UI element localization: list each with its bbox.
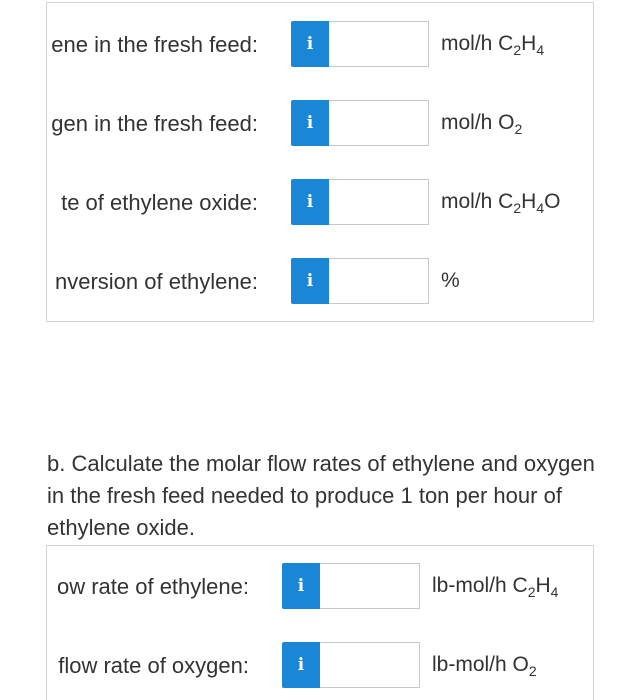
row-label: gen in the fresh feed: [51,111,258,136]
info-icon-button[interactable]: i [282,642,320,688]
answer-input[interactable] [329,179,429,225]
answer-row-oxygen-fresh-feed [0,100,642,148]
answer-row-ethylene-fresh-feed [0,21,642,69]
unit-label: mol/h $O_2$ [441,111,523,137]
row-label: flow rate of oxygen: [58,653,249,678]
question-b-text: b. Calculate the molar flow rates of ethylene and oxygen in the fresh feed needed to produce 1 ton per hour of ethylene oxide. [47,451,595,540]
answer-row-ethylene-oxide-rate [0,179,642,227]
row-label: nversion of ethylene: [54,269,258,294]
info-icon-button[interactable]: i [282,563,320,609]
answer-input[interactable] [320,563,420,609]
answer-input[interactable] [320,642,420,688]
answer-row-ethylene-conversion [0,258,642,306]
row-label: te of ethylene oxide: [61,190,258,215]
unit-label: mol/h $C_2H_4$ [441,32,545,58]
answer-input[interactable] [329,258,429,304]
answer-input[interactable] [329,100,429,146]
info-icon-button[interactable]: i [291,100,329,146]
row-label: ow rate of ethylene: [56,574,249,599]
row-label: ene in the fresh feed: [51,32,258,57]
info-icon-button[interactable]: i [291,21,329,67]
answer-row-oxygen-flow-rate [0,642,642,690]
unit-label: lb-mol/h $O_2$ [432,653,537,679]
answer-row-ethylene-flow-rate [0,563,642,611]
info-icon-button[interactable]: i [291,258,329,304]
unit-label: % [441,269,460,292]
unit-label: mol/h $C_2H_4O$ [441,190,561,216]
answer-input[interactable] [329,21,429,67]
info-icon-button[interactable]: i [291,179,329,225]
unit-label: lb-mol/h $C_2H_4$ [432,574,559,600]
